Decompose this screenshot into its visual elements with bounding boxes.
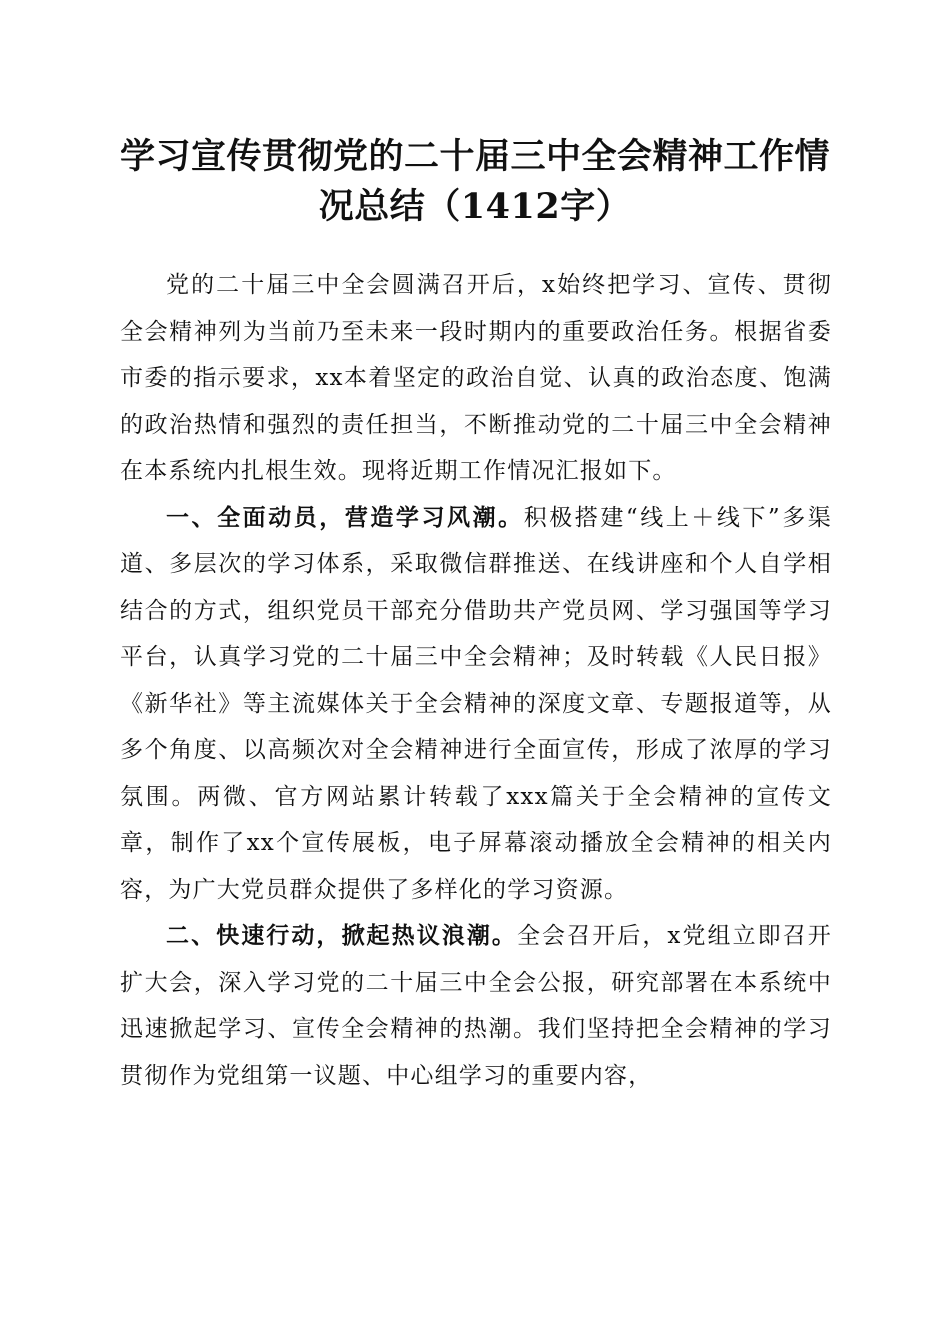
paragraph-text: 积极搭建“线上＋线下”多渠道、多层次的学习体系，采取微信群推送、在线讲座和个人自学相结合的方式，组织党员干部充分借助共产党员网、学习强国等学习平台，认真学习党的二十届三中全会精神；及时转载《人民日报》《新华社》等主流媒体关于全会精神的深度文章、专题报道等，从多个角度、以高频次对全会精神进行全面宣传，形成了浓厚的学习氛围。两微、官方网站累计转载了xxx篇关于全会精神的宣传文章，制作了xx个宣传展板，电子屏幕滚动播放全会精神的相关内容，为广大党员群众提供了多样化的学习资源。 [120,504,832,903]
paragraph-section-2 [120,913,832,1099]
document-body [120,262,832,1099]
paragraph-intro [120,262,832,495]
document-title: 学习宣传贯彻党的二十届三中全会精神工作情况总结（1412字） [119,136,830,227]
section-heading: 一、全面动员，营造学习风潮。 [166,504,524,531]
section-heading: 二、快速行动，掀起热议浪潮。 [166,923,517,949]
paragraph-section-1 [120,495,832,914]
paragraph-text: 全会召开后，x党组立即召开扩大会，深入学习党的二十届三中全会公报，研究部署在本系统中迅速掀起学习、宣传全会精神的热潮。我们坚持把全会精神的学习贯彻作为党组第一议题、中心组学习的重要内容， [120,923,832,1089]
paragraph-text: 党的二十届三中全会圆满召开后，x始终把学习、宣传、贯彻全会精神列为当前乃至未来一段时期内的重要政治任务。根据省委市委的指示要求，xx本着坚定的政治自觉、认真的政治态度、饱满的政治热情和强烈的责任担当，不断推动党的二十届三中全会精神在本系统内扎根生效。现将近期工作情况汇报如下。 [120,272,832,484]
